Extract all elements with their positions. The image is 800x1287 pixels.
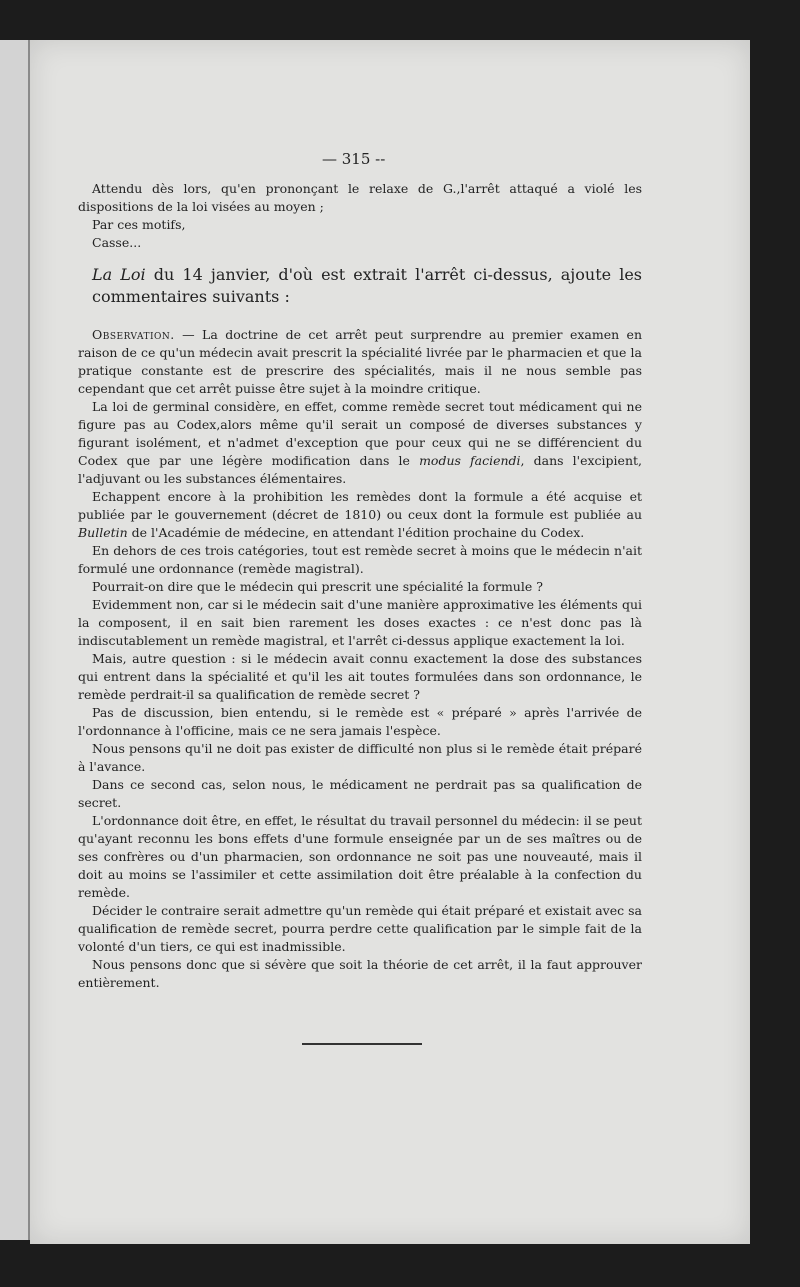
germinal-italic: modus faciendi [419, 453, 521, 468]
body-paragraph: En dehors de ces trois catégories, tout est remède secret à moins que le médecin n'ait formulé une ordonnance (remède magistral). [78, 543, 642, 576]
document-page [30, 40, 750, 1244]
observation-paragraph [78, 326, 642, 398]
intro-paragraph: Attendu dès lors, qu'en prononçant le relaxe de G.,l'arrêt attaqué a violé les dispositions de la loi visées au moyen ; [78, 181, 642, 214]
facing-page-edge [0, 40, 30, 1240]
echappent-text-2: de l'Académie de médecine, en attendant l'édition prochaine du Codex. [127, 525, 585, 540]
heading-text: du 14 janvier, d'où est extrait l'arrêt ci-dessus, ajoute les commentaires suivants : [92, 265, 643, 306]
intro-block [78, 180, 642, 252]
heading-block [78, 264, 642, 308]
echappent-italic: Bulletin [78, 525, 128, 540]
body-paragraph: Pourrait-on dire que le médecin qui prescrit une spécialité la formule ? [92, 579, 543, 594]
page-number: — 315 -- [322, 150, 386, 168]
germinal-text-1: La loi de germinal considère, en effet, comme remède secret tout médicament qui ne figure pas au Codex,alors même qu'il serait un composé de diverses substances y figurant isolément, et n'admet d'exception que pour ceux qui ne se différencient du Codex que par une légère modification dans le [78, 399, 642, 468]
observation-label: Observation. [92, 327, 175, 342]
body-paragraph: Nous pensons donc que si sévère que soit la théorie de cet arrêt, il la faut approuver entièrement. [78, 957, 642, 990]
body-paragraph: Mais, autre question : si le médecin avait connu exactement la dose des substances qui entrent dans la spécialité et qu'il les ait toutes formulées dans son ordonnance, le remède perdrait-il sa qualification de remède secret ? [78, 651, 642, 702]
commentary-heading [78, 264, 642, 308]
commentary-body [78, 326, 642, 992]
observation-text: — La doctrine de cet arrêt peut surprendre au premier examen en raison de ce qu'un médecin avait prescrit la spécialité livrée par le pharmacien et que la pratique constante est de prescrire des spécialités, mais il ne nous semble pas cependant que cet arrêt puisse être sujet à la moindre critique. [78, 327, 642, 396]
body-paragraph: L'ordonnance doit être, en effet, le résultat du travail personnel du médecin: il se peut qu'ayant reconnu les bons effets d'une formule enseignée par un de ses maîtres ou de ses confrères ou d'un pharmacien, son ordonnance ne soit pas une nouveauté, mais il doit au moins se l'assimiler et cette assimilation doit être préalable à la confection du remède. [78, 813, 642, 900]
body-paragraph: Décider le contraire serait admettre qu'un remède qui était préparé et existait avec sa qualification de remède secret, pourra perdre cette qualification par le simple fait de la volonté d'un tiers, ce qui est inadmissible. [78, 903, 642, 954]
intro-casse: Casse... [92, 235, 142, 250]
heading-title-italic: La Loi [92, 265, 146, 284]
body-paragraph: Pas de discussion, bien entendu, si le remède est « préparé » après l'arrivée de l'ordonnance à l'officine, mais ce ne sera jamais l'espèce. [78, 705, 642, 738]
end-rule [302, 1043, 422, 1045]
germinal-text-2: , dans l'excipient, l'adjuvant ou les substances élémentaires. [78, 453, 642, 486]
body-paragraph: Nous pensons qu'il ne doit pas exister de difficulté non plus si le remède était préparé à l'avance. [78, 741, 642, 774]
intro-motifs: Par ces motifs, [92, 217, 186, 232]
germinal-paragraph [78, 398, 642, 488]
body-paragraph: Dans ce second cas, selon nous, le médicament ne perdrait pas sa qualification de secret. [78, 777, 642, 810]
echappent-paragraph [78, 488, 642, 542]
body-paragraph: Evidemment non, car si le médecin sait d'une manière approximative les éléments qui la composent, il en sait bien rarement les doses exactes : ce n'est donc pas là indiscutablement un remède magistral, et l'arrêt ci-dessus applique exactement la loi. [78, 597, 642, 648]
echappent-text-1: Echappent encore à la prohibition les remèdes dont la formule a été acquise et publiée par le gouvernement (décret de 1810) ou ceux dont la formule est publiée au [78, 489, 642, 522]
